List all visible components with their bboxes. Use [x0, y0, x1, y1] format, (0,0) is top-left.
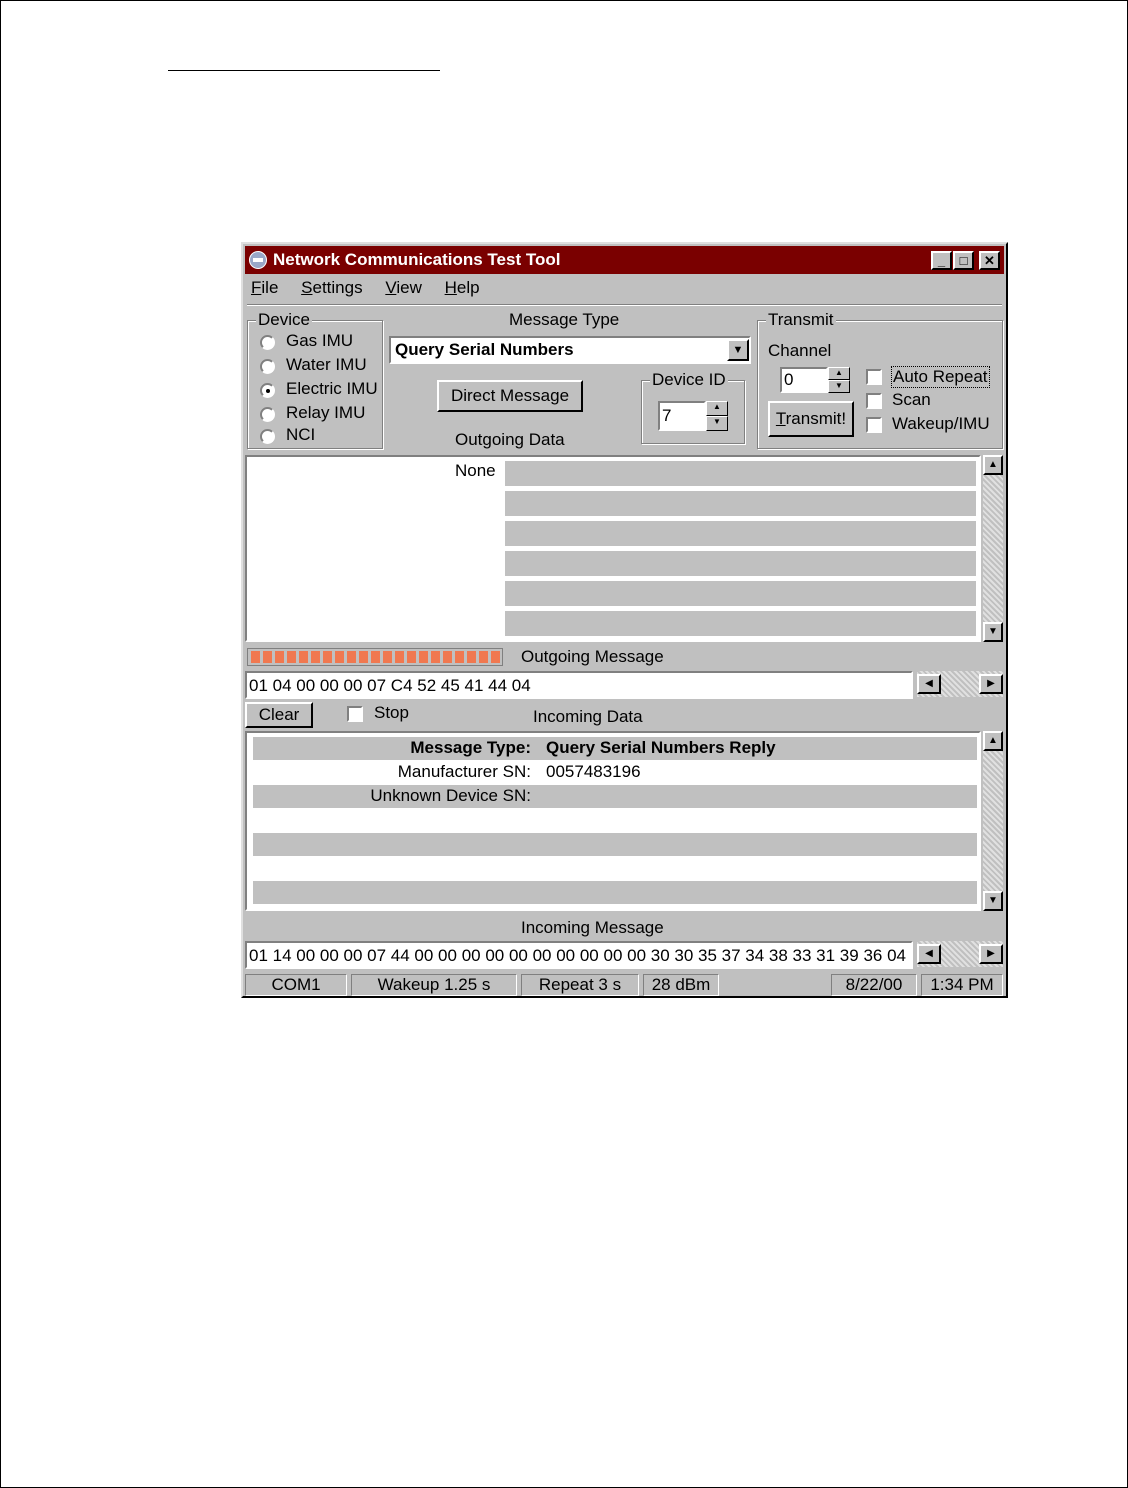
status-power: 28 dBm: [643, 974, 719, 996]
stop-label: Stop: [374, 703, 409, 722]
outgoing-message-scrollbar[interactable]: [917, 671, 1003, 697]
incoming-vertical-scrollbar[interactable]: [983, 731, 1003, 911]
spin-up-icon[interactable]: ▲: [828, 367, 850, 380]
scroll-up-icon[interactable]: ▲: [983, 455, 1003, 475]
spin-down-icon[interactable]: ▼: [828, 380, 850, 393]
progress-segment: [395, 651, 404, 663]
progress-segment: [491, 651, 500, 663]
minimize-button[interactable]: _: [931, 251, 952, 270]
spin-down-icon[interactable]: ▼: [706, 416, 728, 431]
incoming-key-message-type: Message Type:: [410, 738, 531, 757]
radio-button[interactable]: [260, 407, 275, 422]
progress-segment: [347, 651, 356, 663]
status-wakeup: Wakeup 1.25 s: [351, 974, 517, 996]
message-type-value: Query Serial Numbers: [395, 340, 574, 359]
app-window: [241, 242, 1008, 998]
progress-segment: [443, 651, 452, 663]
progress-segment: [263, 651, 272, 663]
window-title: Network Communications Test Tool: [273, 250, 561, 269]
scroll-left-icon[interactable]: ◀: [917, 674, 941, 694]
device-id-input[interactable]: 7: [658, 401, 706, 431]
clear-button[interactable]: Clear: [245, 702, 313, 728]
progress-segment: [359, 651, 368, 663]
close-button[interactable]: ✕: [979, 251, 1000, 270]
transmit-button[interactable]: Transmit!: [768, 401, 854, 437]
outgoing-field-row[interactable]: [505, 491, 976, 516]
progress-segment: [419, 651, 428, 663]
radio-button[interactable]: [260, 429, 275, 444]
channel-label: Channel: [768, 341, 832, 360]
progress-segment: [251, 651, 260, 663]
transmit-progress-bar: [247, 648, 503, 666]
auto-repeat-label: Auto Repeat: [893, 367, 988, 386]
scroll-down-icon[interactable]: ▼: [983, 622, 1003, 642]
scroll-right-icon[interactable]: ▶: [979, 674, 1003, 694]
outgoing-vertical-scrollbar[interactable]: [983, 455, 1003, 642]
menu-separator: [247, 304, 1002, 306]
scan-checkbox[interactable]: [866, 393, 882, 409]
radio-button[interactable]: [260, 335, 275, 350]
status-port: COM1: [245, 974, 347, 996]
progress-segment: [299, 651, 308, 663]
channel-spinner[interactable]: [828, 367, 850, 393]
progress-segment: [431, 651, 440, 663]
outgoing-field-row[interactable]: [505, 551, 976, 576]
incoming-data-label: Incoming Data: [533, 707, 643, 726]
scan-label: Scan: [892, 390, 931, 409]
outgoing-field-row[interactable]: [505, 611, 976, 636]
progress-segment: [371, 651, 380, 663]
progress-segment: [275, 651, 284, 663]
device-id-legend: Device ID: [652, 370, 726, 389]
outgoing-message-field[interactable]: 01 04 00 00 00 07 C4 52 45 41 44 04: [245, 671, 913, 699]
progress-segment: [311, 651, 320, 663]
incoming-message-label: Incoming Message: [521, 918, 664, 937]
outgoing-message-label: Outgoing Message: [521, 647, 664, 666]
incoming-value-message-type: Query Serial Numbers Reply: [546, 738, 776, 757]
incoming-message-field[interactable]: 01 14 00 00 00 07 44 00 00 00 00 00 00 00 00 00 00 30 30 35 37 34 38 33 31 39 36 04: [245, 941, 913, 969]
maximize-button[interactable]: □: [953, 251, 974, 270]
progress-segment: [467, 651, 476, 663]
document-underline: [168, 70, 440, 71]
menu-help[interactable]: Help: [444, 278, 480, 297]
outgoing-data-label: Outgoing Data: [455, 430, 565, 449]
device-id-spinner[interactable]: [706, 401, 728, 431]
radio-button-selected[interactable]: [260, 383, 275, 398]
scroll-down-icon[interactable]: ▼: [983, 891, 1003, 911]
channel-input[interactable]: 0: [780, 367, 828, 393]
radio-button[interactable]: [260, 359, 275, 374]
status-repeat: Repeat 3 s: [521, 974, 639, 996]
incoming-key-unknown-device-sn: Unknown Device SN:: [370, 786, 531, 805]
menu-bar: [251, 278, 498, 300]
app-icon[interactable]: [249, 251, 267, 269]
wakeup-imu-checkbox[interactable]: [866, 417, 882, 433]
message-type-select[interactable]: [389, 336, 751, 364]
message-type-label: Message Type: [509, 310, 620, 329]
title-bar[interactable]: [245, 246, 1004, 274]
progress-segment: [323, 651, 332, 663]
progress-segment: [383, 651, 392, 663]
progress-segment: [287, 651, 296, 663]
scroll-right-icon[interactable]: ▶: [979, 944, 1003, 964]
progress-segment: [455, 651, 464, 663]
outgoing-field-row[interactable]: [505, 461, 976, 486]
transmit-legend: Transmit: [768, 310, 834, 329]
incoming-row-bg: [253, 785, 977, 808]
progress-segment: [407, 651, 416, 663]
outgoing-field-row[interactable]: [505, 581, 976, 606]
progress-segment: [335, 651, 344, 663]
stop-checkbox[interactable]: [347, 706, 363, 722]
incoming-data-panel[interactable]: [245, 731, 981, 911]
status-time: 1:34 PM: [921, 974, 1003, 996]
auto-repeat-checkbox[interactable]: [866, 369, 882, 385]
incoming-row-bg: [253, 833, 977, 856]
scroll-up-icon[interactable]: ▲: [983, 731, 1003, 751]
chevron-down-icon[interactable]: ▼: [727, 339, 749, 361]
status-date: 8/22/00: [831, 974, 917, 996]
progress-segment: [479, 651, 488, 663]
scroll-left-icon[interactable]: ◀: [917, 944, 941, 964]
incoming-value-manufacturer-sn: 0057483196: [546, 762, 641, 781]
wakeup-imu-label: Wakeup/IMU: [892, 414, 990, 433]
device-id-group: [641, 370, 745, 444]
device-legend: Device: [258, 310, 310, 329]
menu-file[interactable]: File: [251, 278, 279, 297]
device-group: Device Gas IMU Water IMU Electric IMU Relay IMU NCI: [247, 320, 383, 449]
spin-up-icon[interactable]: ▲: [706, 401, 728, 416]
transmit-group: [757, 310, 1003, 449]
outgoing-field-label: None: [455, 461, 496, 480]
incoming-row-bg: [253, 881, 977, 904]
direct-message-button[interactable]: Direct Message: [437, 380, 583, 412]
menu-view[interactable]: View: [385, 278, 422, 297]
incoming-message-scrollbar[interactable]: [917, 941, 1003, 967]
incoming-key-manufacturer-sn: Manufacturer SN:: [397, 762, 531, 781]
outgoing-field-row[interactable]: [505, 521, 976, 546]
menu-settings[interactable]: Settings: [301, 278, 363, 297]
outgoing-data-panel[interactable]: [245, 455, 981, 642]
